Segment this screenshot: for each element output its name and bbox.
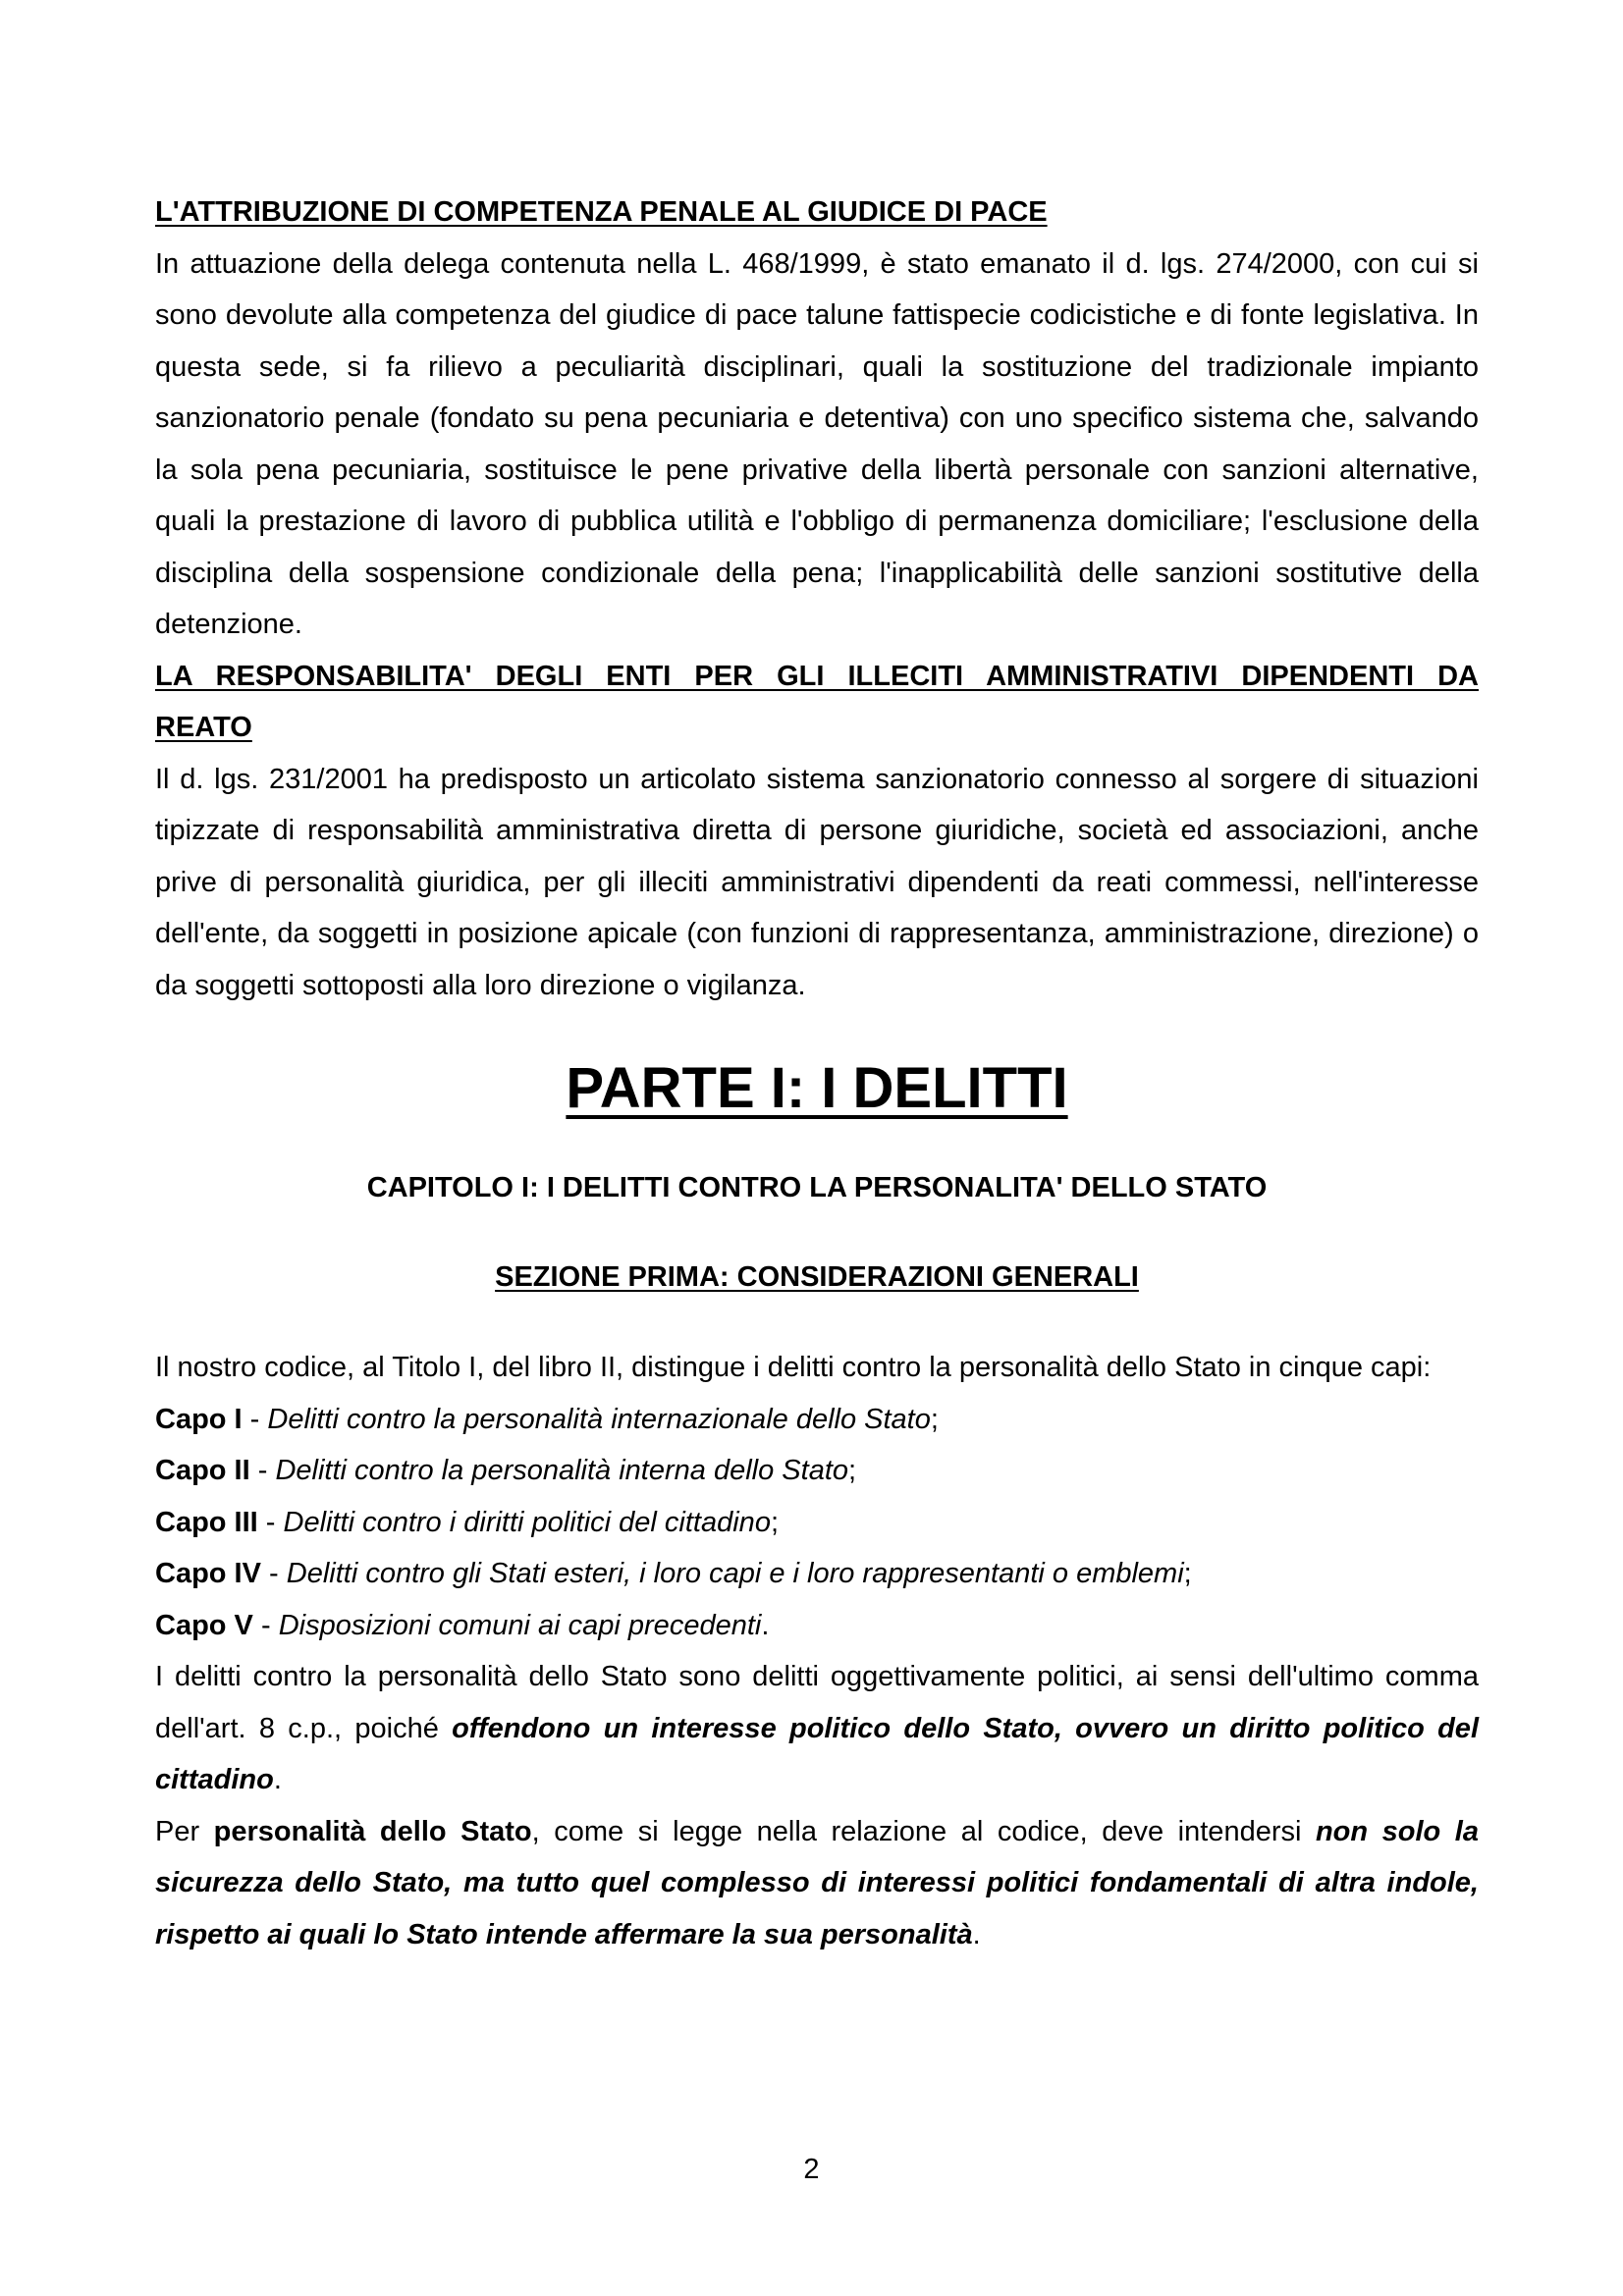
- intro-paragraph: Il nostro codice, al Titolo I, del libro II, distingue i delitti contro la personalità dello Stato in cinque capi:: [155, 1352, 1432, 1383]
- spacer: [155, 1207, 1479, 1257]
- capo-text: Delitti contro la personalità interna dello Stato: [275, 1455, 849, 1486]
- spacer: [155, 1011, 1479, 1054]
- spacer: [155, 1297, 1479, 1342]
- list-item: [155, 1445, 1479, 1497]
- emphasis-text: offendono un interesse politico dello Stato, ovvero un diritto politico del cittadino: [155, 1712, 1479, 1795]
- capo-end: ;: [930, 1403, 939, 1435]
- capi-list: [155, 1394, 1479, 1652]
- capo-sep: -: [252, 1609, 279, 1641]
- text-run: , come si legge nella relazione al codice, deve intendersi: [531, 1815, 1316, 1847]
- sezione-title: SEZIONE PRIMA: CONSIDERAZIONI GENERALI: [495, 1261, 1139, 1293]
- capo-sep: -: [249, 1455, 276, 1486]
- text-run: I delitti contro la personalità dello Stato sono delitti oggettivamente politici, ai sensi dell'ultimo comma dell'art. 8 c.p., poiché: [155, 1661, 1479, 1744]
- text-run: .: [273, 1764, 282, 1795]
- capo-end: ;: [1183, 1558, 1192, 1589]
- capo-label: Capo III: [155, 1506, 258, 1538]
- capo-end: ;: [848, 1455, 857, 1486]
- capo-end: ;: [770, 1506, 780, 1538]
- section-heading-responsabilita-enti-line2: [155, 702, 1479, 754]
- section-heading-line2: REATO: [155, 712, 252, 743]
- list-item: [155, 1394, 1479, 1446]
- emphasis-text: non solo la sicurezza dello Stato, ma tutto quel complesso di interessi politici fondamentali di altra indole, rispetto ai quali lo Stato intende affermare la sua personalità: [155, 1815, 1479, 1950]
- spacer: [155, 1123, 1479, 1168]
- list-item: [155, 1497, 1479, 1549]
- capo-text: Delitti contro la personalità internazionale dello Stato: [267, 1403, 931, 1435]
- capo-label: Capo V: [155, 1609, 253, 1641]
- document-page: [155, 187, 1479, 1960]
- section-body-giudice-di-pace: In attuazione della delega contenuta nella L. 468/1999, è stato emanato il d. lgs. 274/2000, con cui si sono devolute alla competenza del giudice di pace talune fattispecie codicistiche e di fonte legislativa. In questa sede, si fa rilievo a peculiarità disciplinari, quali la sostituzione del tradizionale impianto sanzionatorio penale (fondato su pena pecuniaria e detentiva) con uno specifico sistema che, salvando la sola pena pecuniaria, sostituisce le pene privative della libertà personale con sanzioni alternative, quali la prestazione di lavoro di pubblica utilità e l'obbligo di permanenza domiciliare; l'esclusione della disciplina della sospensione condizionale della pena; l'inapplicabilità delle sanzioni sostitutive della detenzione.: [155, 247, 1479, 640]
- capo-text: Delitti contro i diritti politici del cittadino: [283, 1506, 771, 1538]
- paragraph-delitti-politici: [155, 1651, 1479, 1806]
- capo-text: Delitti contro gli Stati esteri, i loro capi e i loro rappresentanti o emblemi: [286, 1558, 1184, 1589]
- capo-end: .: [761, 1609, 770, 1641]
- list-item: [155, 1600, 1479, 1652]
- section-heading-line1: LA RESPONSABILITA' DEGLI ENTI PER GLI ILLECITI AMMINISTRATIVI DIPENDENTI DA: [155, 660, 1479, 692]
- paragraph-personalita-stato: [155, 1806, 1479, 1961]
- capo-text: Disposizioni comuni ai capi precedenti: [278, 1609, 762, 1641]
- section-heading-responsabilita-enti: [155, 651, 1479, 703]
- list-item: [155, 1548, 1479, 1600]
- text-run: Per: [155, 1815, 214, 1847]
- page-number: 2: [803, 2154, 820, 2185]
- capo-sep: -: [242, 1403, 268, 1435]
- capo-label: Capo IV: [155, 1558, 261, 1589]
- capo-label: Capo II: [155, 1455, 250, 1486]
- capo-sep: -: [257, 1506, 284, 1538]
- bold-term: personalità dello Stato: [213, 1815, 532, 1847]
- capo-sep: -: [260, 1558, 287, 1589]
- section-body-responsabilita-enti: Il d. lgs. 231/2001 ha predisposto un articolato sistema sanzionatorio connesso al sorgere di situazioni tipizzate di responsabilità amministrativa diretta di persone giuridiche, società ed associazioni, anche prive di personalità giuridica, per gli illeciti amministrativi dipendenti da reati commessi, nell'interesse dell'ente, da soggetti in posizione apicale (con funzioni di rappresentanza, amministrazione, direzione) o da soggetti sottoposti alla loro direzione o vigilanza.: [155, 763, 1479, 1001]
- capo-label: Capo I: [155, 1403, 243, 1435]
- parte-title: PARTE I: I DELITTI: [566, 1056, 1068, 1120]
- section-heading-giudice-di-pace: L'ATTRIBUZIONE DI COMPETENZA PENALE AL GIUDICE DI PACE: [155, 196, 1048, 228]
- text-run: .: [972, 1918, 981, 1950]
- capitolo-title: CAPITOLO I: I DELITTI CONTRO LA PERSONALITA' DELLO STATO: [366, 1172, 1268, 1203]
